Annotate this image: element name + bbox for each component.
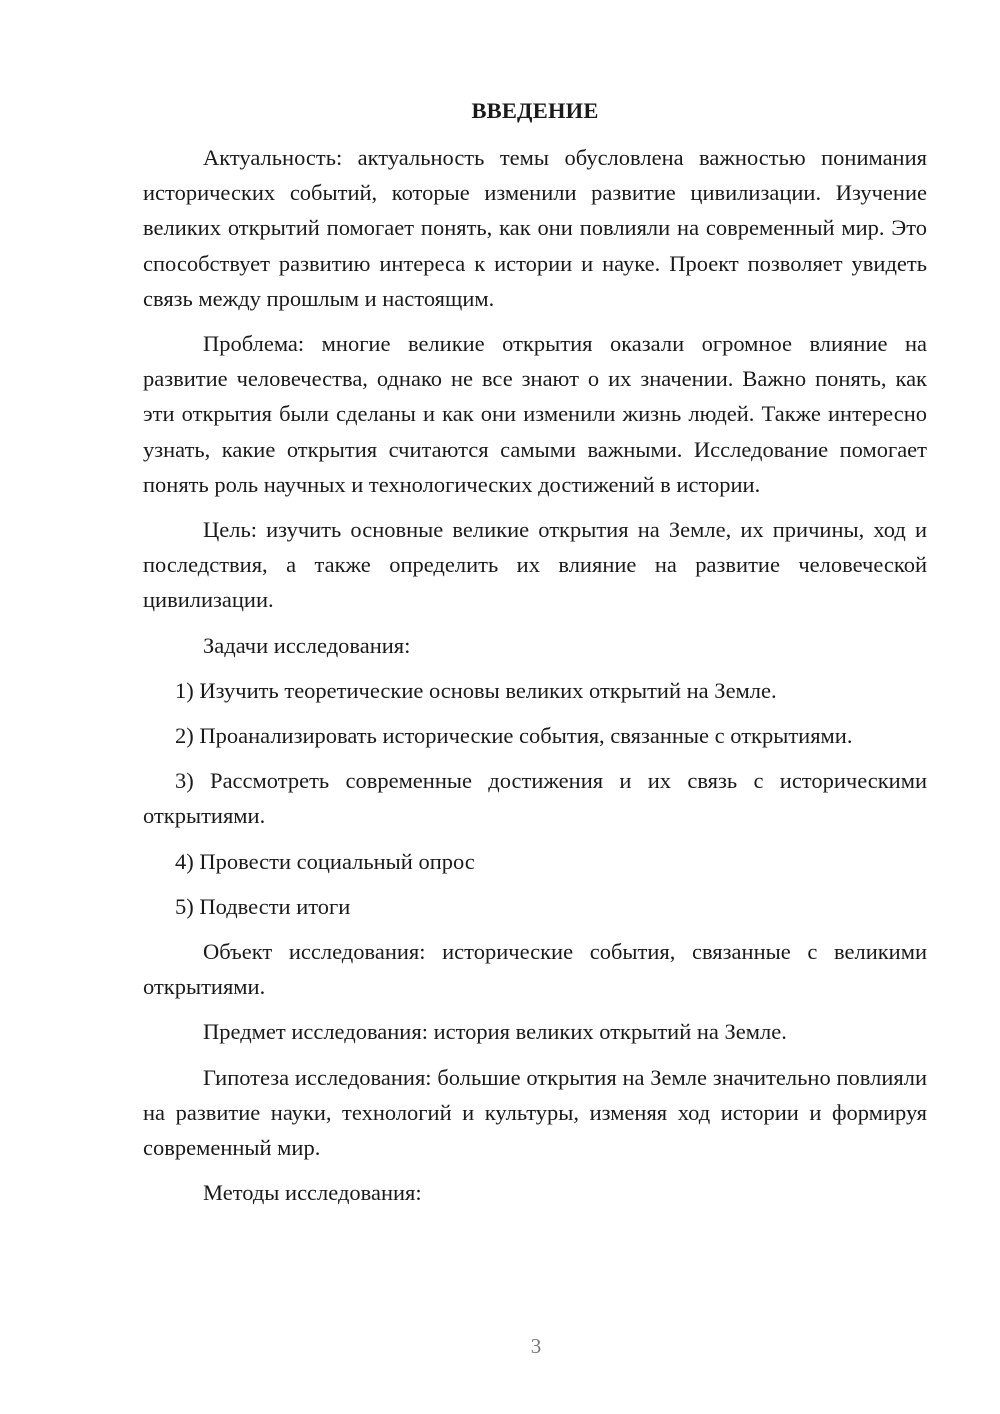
task-item-5: 5) Подвести итоги (175, 893, 351, 919)
paragraph-problem: Проблема: многие великие открытия оказали огромное влияние на развитие человечества, однако не все знают о их значении. Важно понять, как эти открытия были сделаны и как они изменили жизнь людей. Также интересно узнать, какие открытия считаются самыми важными. Исследование помогает понять роль научных и технологических достижений в истории. (143, 331, 927, 497)
paragraph-hypothesis: Гипотеза исследования: большие открытия на Земле значительно повлияли на развитие науки, технологий и культуры, изменяя ход истории и формируя современный мир. (143, 1064, 927, 1161)
paragraph-tasks-heading: Задачи исследования: (203, 632, 411, 658)
task-item-1: 1) Изучить теоретические основы великих открытий на Земле. (175, 677, 777, 703)
task-item-2: 2) Проанализировать исторические события, связанные с открытиями. (175, 723, 853, 749)
task-item-3: 3) Рассмотреть современные достижения и их связь с историческими открытиями. (143, 768, 927, 829)
task-item-4: 4) Провести социальный опрос (175, 848, 475, 874)
page-content (143, 95, 927, 1220)
paragraph-relevance: Актуальность: актуальность темы обусловлена важностью понимания исторических событий, которые изменили развитие цивилизации. Изучение великих открытий помогает понять, как они повлияли на современный мир. Это способствует развитию интереса к истории и науке. Проект позволяет увидеть связь между прошлым и настоящим. (143, 145, 927, 311)
paragraph-subject: Предмет исследования: история великих открытий на Земле. (203, 1019, 787, 1045)
page-number: 3 (530, 1334, 542, 1358)
paragraph-object: Объект исследования: исторические события, связанные с великими открытиями. (143, 939, 927, 1000)
paragraph-methods-heading: Методы исследования: (203, 1180, 422, 1206)
paragraph-goal: Цель: изучить основные великие открытия на Земле, их причины, ход и последствия, а также определить их влияние на развитие человеческой цивилизации. (143, 517, 927, 613)
page-title: ВВЕДЕНИЕ (471, 98, 599, 123)
